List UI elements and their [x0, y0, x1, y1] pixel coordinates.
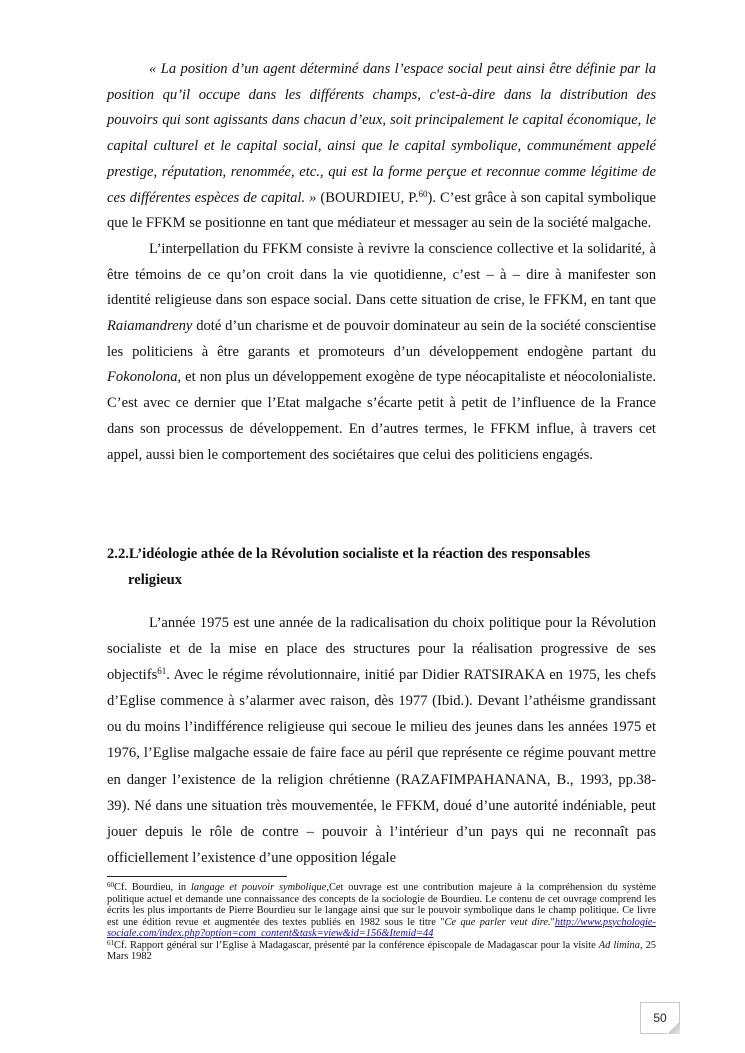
section-heading-line2: religieux	[128, 571, 183, 588]
paragraph-quote-continuation: ). C’est grâce à son capital symbolique que le FFKM se positionne en tant que médiateur et messager au sein de la société malgache.	[107, 189, 656, 232]
section-title: L’idéologie athée de la Révolution socialiste et la réaction des responsables	[128, 546, 591, 562]
body-text-top	[107, 57, 656, 468]
text-run: doté d’un charisme et de pouvoir dominateur au sein de la société conscientise les politiciens à être garants et promoteurs d’un développement endogène partant du	[107, 318, 656, 360]
section-heading-line1	[107, 542, 656, 568]
footnote-mark-60: 60	[107, 881, 114, 889]
citation-ref: (BOURDIEU, P.	[316, 189, 419, 206]
section-number: 2.2.	[107, 546, 129, 562]
page-curl-icon	[667, 1022, 680, 1034]
paragraph-quote	[107, 57, 656, 237]
body-text-bottom	[107, 610, 656, 871]
text-run: Cf. Rapport général sur l’Eglise à Madagascar, présenté par la conférence épiscopale de Madagascar pour la visite	[114, 939, 599, 951]
paragraph-interpellation	[107, 237, 656, 468]
text-run: L’interpellation du FFKM consiste à revivre la conscience collective et la solidarité, à être témoins de ce qu’on croit dans la vie quotidienne, c’est – à – dire à manifester son identité religieuse dans son espace social. Dans cette situation de crise, le FFKM, en tant que	[107, 240, 656, 309]
book-title: langage et pouvoir symbolique,	[191, 882, 329, 893]
paragraph-revolution	[107, 610, 656, 871]
text-run: L’année 1975 est une année de la radicalisation du choix politique pour la Révolution socialiste et de la mise en place des structures pour la réalisation progressive de ses objectifs	[107, 615, 656, 684]
ad-limina: Ad limina,	[598, 939, 643, 951]
section-heading	[107, 542, 656, 593]
page-number: 50	[640, 1002, 680, 1034]
footnote-separator	[107, 876, 287, 877]
footnote-mark-61: 61	[107, 938, 114, 947]
source-link[interactable]: http://www.psychologie-sociale.com/index.php?option=com_content&task=view&id=156&Itemid=44	[107, 916, 656, 939]
footnotes	[107, 882, 656, 963]
term-fokonolona: Fokonolona	[107, 369, 178, 386]
footnote-60	[107, 882, 656, 940]
text-run: Cet ouvrage est une contribution majeure à la compréhension du système politique actuel et demande une connaissance des concepts de la sociologie de Bourdieu. Le contenu de cet ouvrage comprend les écrits les plus importants de Pierre Bourdieu sur le langage ainsi que sur le pouvoir symbolique dans le champ politique. Ce livre est une édition revue et augmentée des textes publiés en 1982 sous le titre "	[107, 882, 657, 928]
text-run: "	[550, 916, 555, 928]
footnote-ref-60[interactable]: 60	[418, 188, 428, 199]
term-raiamandreny: Raiamandreny	[107, 318, 193, 335]
text-run: . Avec le régime révolutionnaire, initié par Didier RATSIRAKA en 1975, les chefs d’Eglise commence à s’alarmer avec raison, dès 1977 (Ibid.). Devant l’athéisme grandissant ou du moins l’indifférence religieuse qui secoue le milieu des jeunes dans les années 1975 et 1976, l’Eglise malgache essaie de faire face au péril que représente ce régime pouvant mettre en danger l’existence de la religion chrétienne (RAZAFIMPAHANANA, B., 1993, pp.38-39). Né dans une situation très mouvementée, le FFKM, doué d’une autorité indéniable, peut jouer depuis le rôle de contre – pouvoir à l’intérieur d’un pays qui ne reconnaît pas officiellement l’existence d’une opposition légale	[107, 667, 656, 866]
original-title: Ce que parler veut dire.	[444, 916, 551, 928]
bourdieu-quote: « La position d’un agent déterminé dans l’espace social peut ainsi être définie par la position qu’il occupe dans les différents champs, c'est-à-dire dans la distribution des pouvoirs qui sont agissants dans chacun d’eux, soit principalement le capital économique, le capital culturel et le capital social, ainsi que le capital symbolique, communément appelé prestige, réputation, renommée, etc., qui est la forme perçue et reconnue comme légitime de ces différentes espèces de capital. »	[107, 61, 656, 206]
footnote-61	[107, 940, 656, 963]
text-run: , et non plus un développement exogène de type néocapitaliste et néocolonialiste. C’est avec ce dernier que l’Etat malgache s’écarte petit à petit de l’influence de la France dans son processus de développement. En d’autres termes, le FFKM influe, à travers cet appel, aussi bien le comportement des sociétaires que celui des politiciens engagés.	[107, 369, 656, 463]
footnote-ref-61[interactable]: 61	[157, 666, 167, 677]
text-run: 25 Mars 1982	[107, 939, 656, 962]
text-run: Cf. Bourdieu, in	[114, 882, 192, 893]
